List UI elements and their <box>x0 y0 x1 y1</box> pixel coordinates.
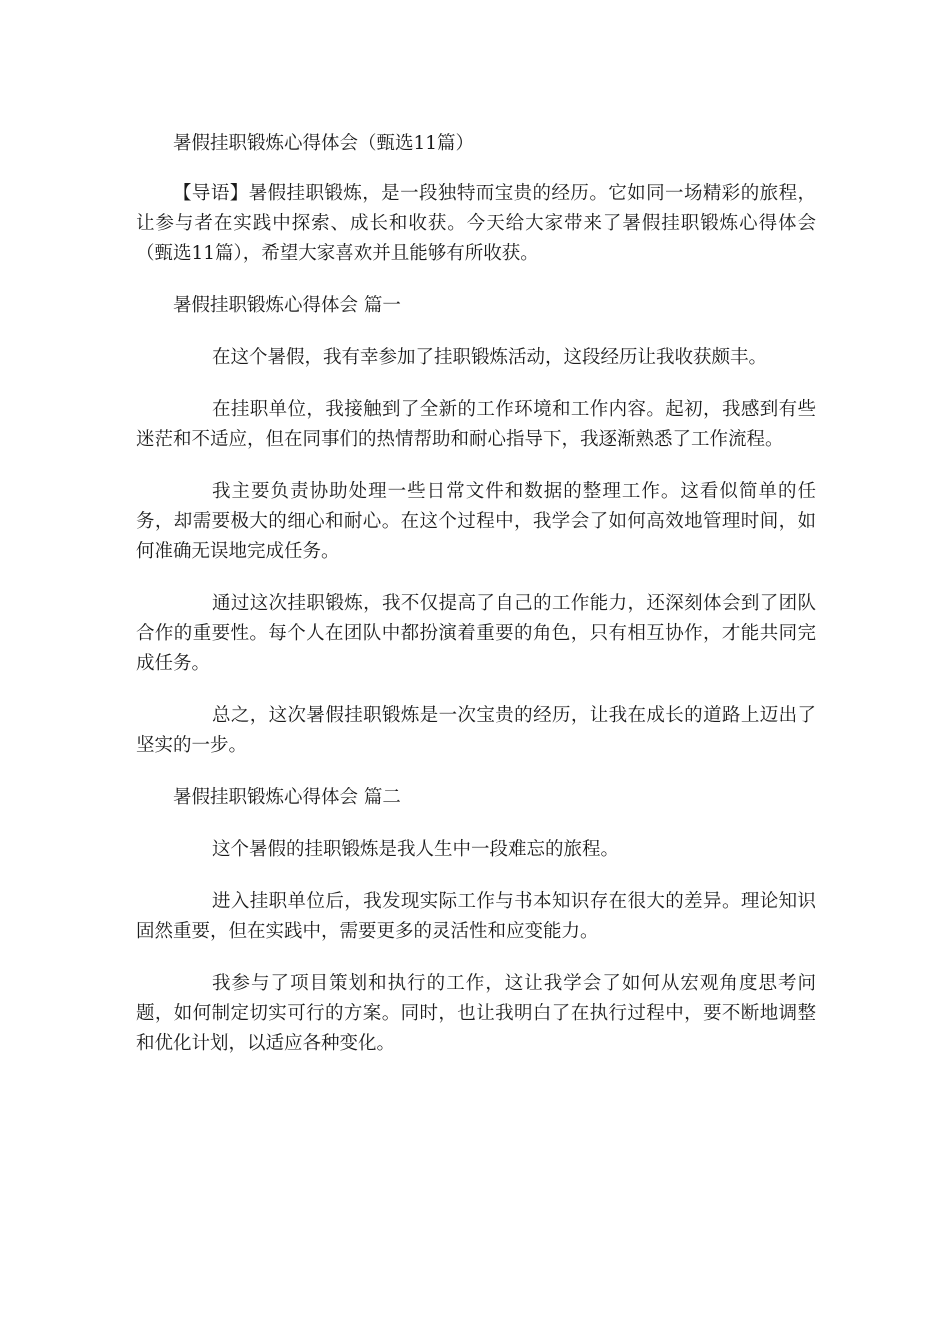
section-heading-1: 暑假挂职锻炼心得体会 篇一 <box>173 295 401 316</box>
section-2-paragraph-1: 这个暑假的挂职锻炼是我人生中一段难忘的旅程。 <box>212 839 620 860</box>
document-title: 暑假挂职锻炼心得体会（甄选11篇） <box>173 133 475 154</box>
section-1-paragraph-1: 在这个暑假，我有幸参加了挂职锻炼活动，这段经历让我收获颇丰。 <box>212 347 768 368</box>
intro-paragraph: 【导语】暑假挂职锻炼，是一段独特而宝贵的经历。它如同一场精彩的旅程，让参与者在实践中探索、成长和收获。今天给大家带来了暑假挂职锻炼心得体会（甄选11篇），希望大家喜欢并且能够有所收获。 <box>136 183 816 264</box>
section-2-paragraph-2: 进入挂职单位后，我发现实际工作与书本知识存在很大的差异。理论知识固然重要，但在实践中，需要更多的灵活性和应变能力。 <box>136 891 816 942</box>
section-1-paragraph-3: 我主要负责协助处理一些日常文件和数据的整理工作。这看似简单的任务，却需要极大的细心和耐心。在这个过程中，我学会了如何高效地管理时间，如何准确无误地完成任务。 <box>136 481 816 562</box>
section-1-paragraph-2: 在挂职单位，我接触到了全新的工作环境和工作内容。起初，我感到有些迷茫和不适应，但在同事们的热情帮助和耐心指导下，我逐渐熟悉了工作流程。 <box>136 399 816 450</box>
document-page <box>136 129 816 1081</box>
section-heading-2: 暑假挂职锻炼心得体会 篇二 <box>173 787 401 808</box>
section-1-paragraph-4: 通过这次挂职锻炼，我不仅提高了自己的工作能力，还深刻体会到了团队合作的重要性。每个人在团队中都扮演着重要的角色，只有相互协作，才能共同完成任务。 <box>136 593 816 674</box>
section-1-paragraph-5: 总之，这次暑假挂职锻炼是一次宝贵的经历，让我在成长的道路上迈出了坚实的一步。 <box>136 705 816 756</box>
section-2-paragraph-3: 我参与了项目策划和执行的工作，这让我学会了如何从宏观角度思考问题，如何制定切实可行的方案。同时，也让我明白了在执行过程中，要不断地调整和优化计划，以适应各种变化。 <box>136 973 816 1054</box>
